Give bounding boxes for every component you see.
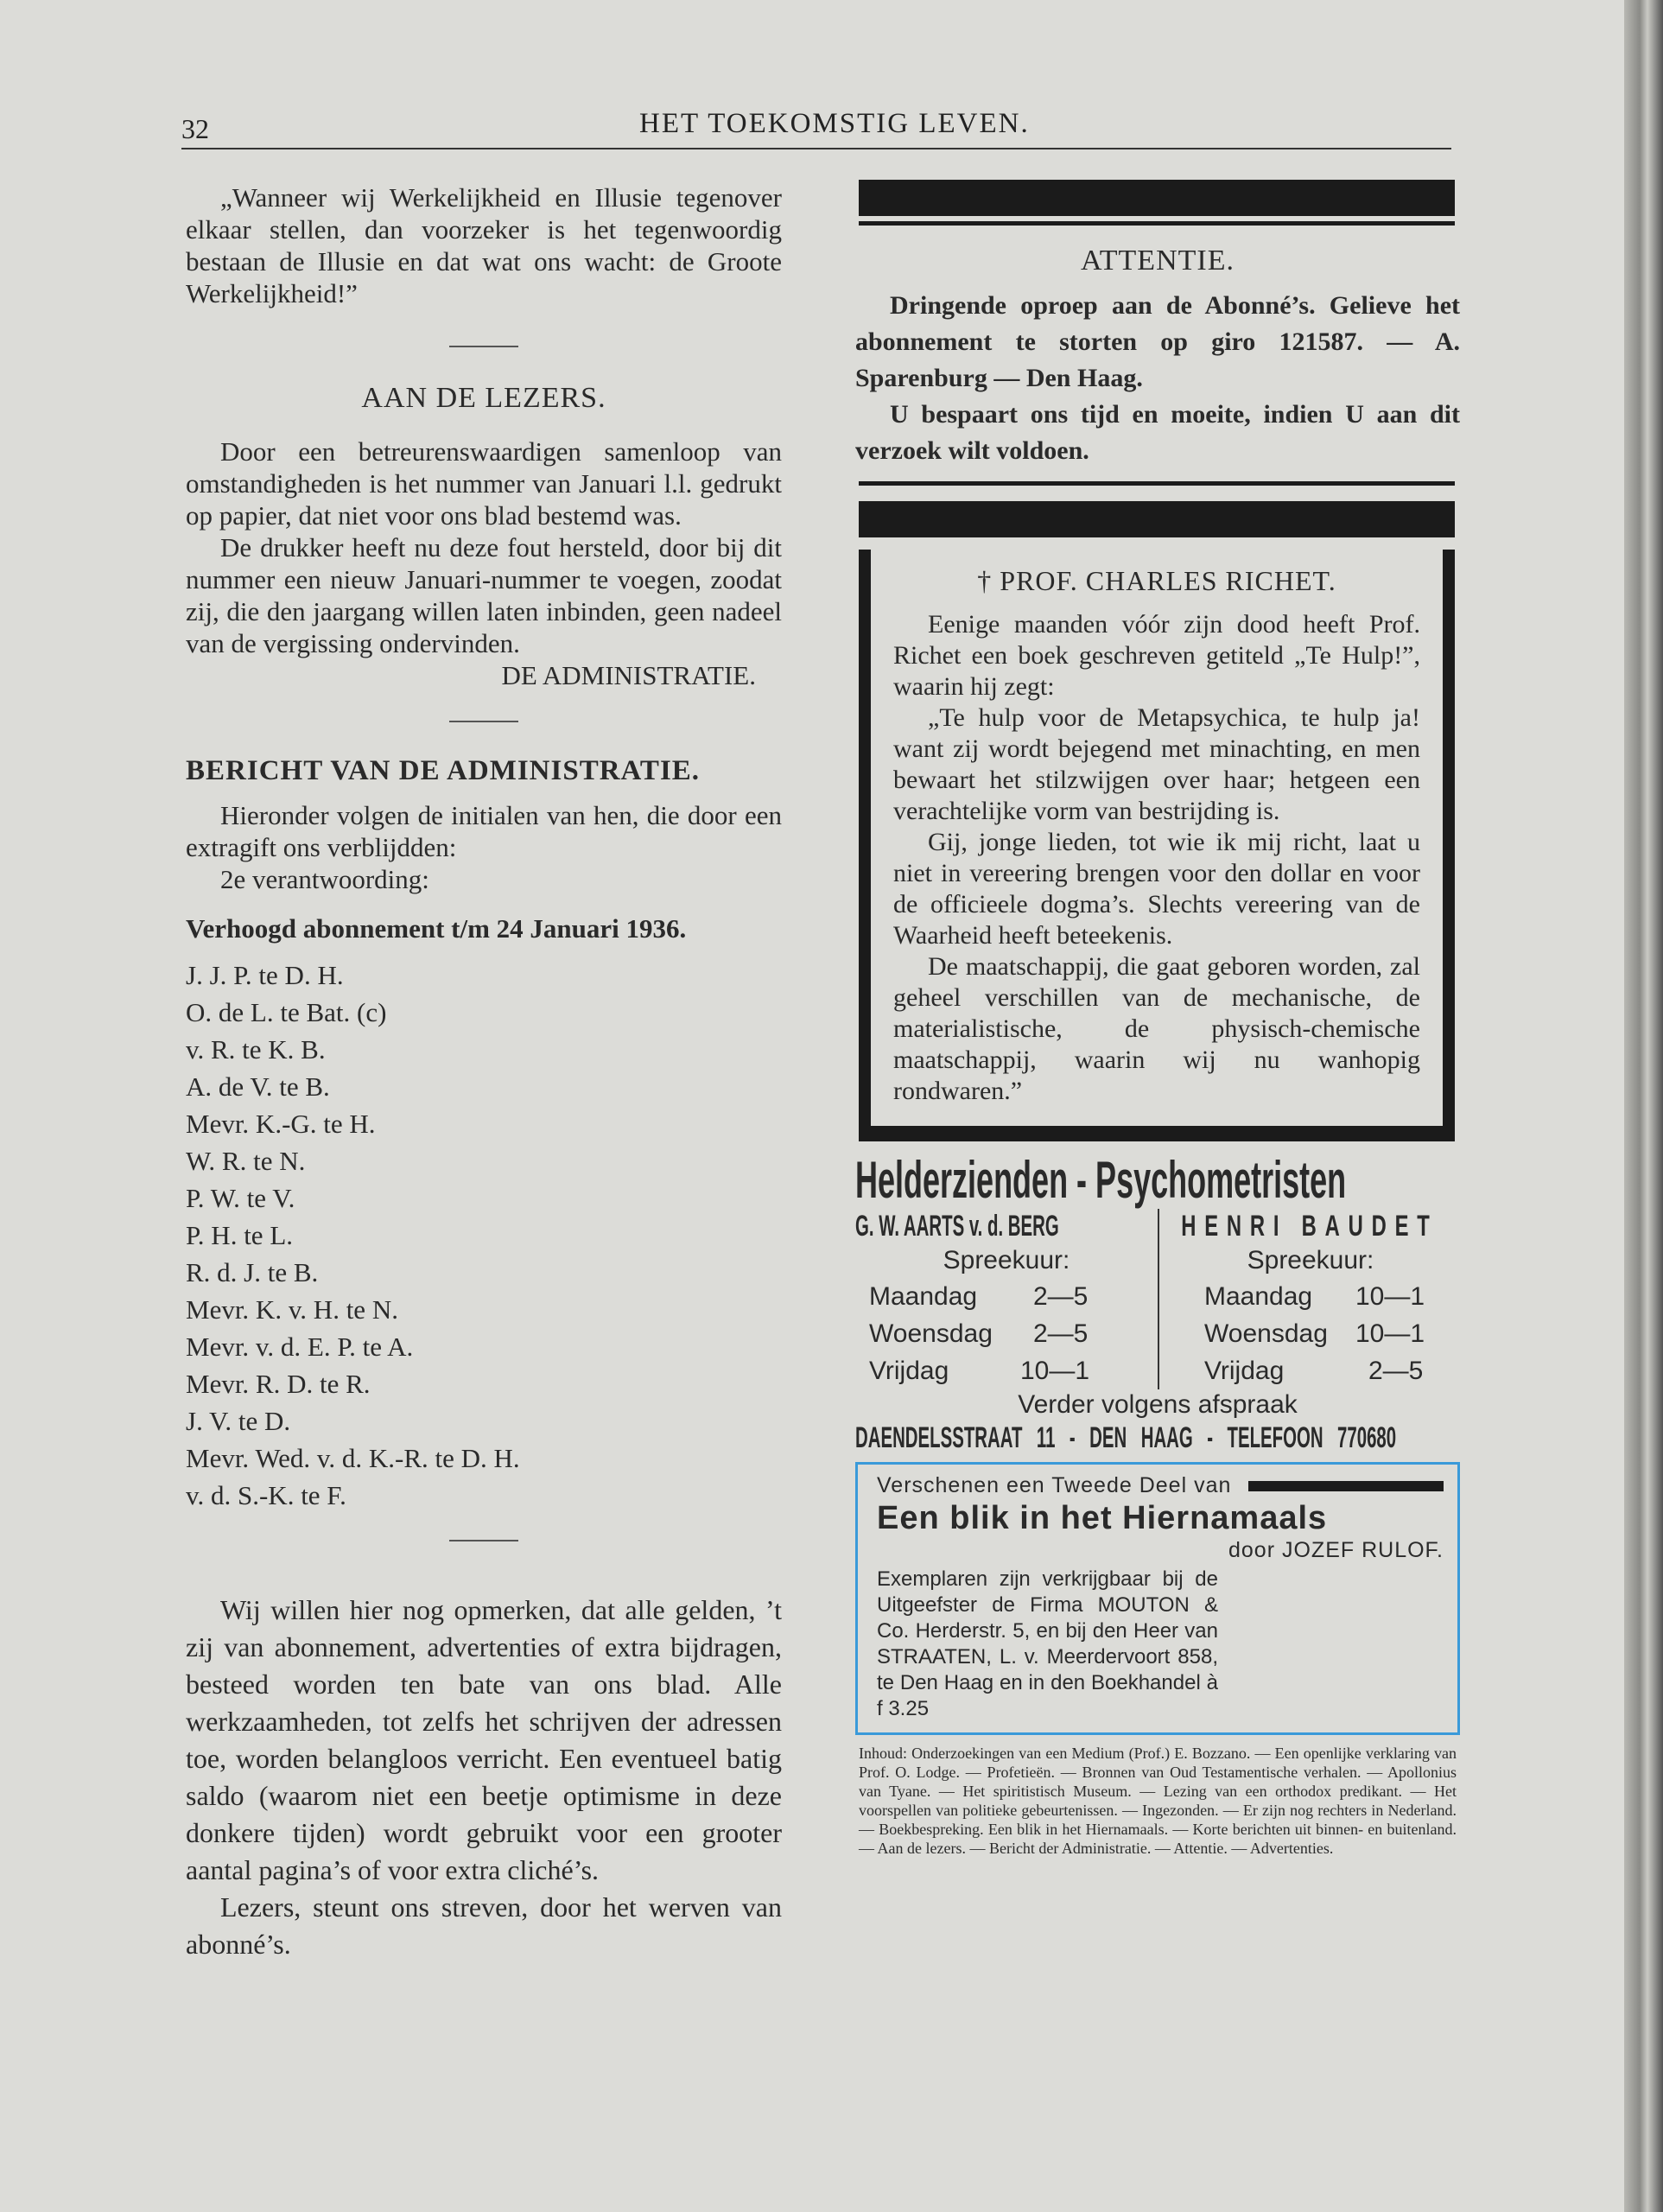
ad-left-block — [855, 1209, 1159, 1389]
table-of-contents: Inhoud: Onderzoekingen van een Medium (Prof.) E. Bozzano. — Een openlijke verklaring van Prof. O. Lodge. — Profetieën. — Bronnen van Oud Testamentische verhalen. — Apollonius van Tyane. — Het spiritistisch Museum. — Lezing van een orthodox predikant. — Het voorspellen van politieke gebeurtenissen. — Ingezonden. — Er zijn nog rechters in Nederland. — Boekbespreking. Een blik in het Hiernamaals. — Korte berichten uit binnen- en buitenland. — Aan de lezers. — Bericht der Administratie. — Attentie. — Advertenties. — [859, 1745, 1457, 1857]
black-rule — [859, 481, 1455, 486]
list-item: P. W. te V. — [186, 1183, 295, 1213]
time: 2—5 — [1033, 1319, 1089, 1348]
day: Maandag — [869, 1282, 978, 1311]
list-item: Mevr. v. d. E. P. te A. — [186, 1332, 414, 1362]
schedule-row — [1204, 1352, 1460, 1389]
day: Woensdag — [1204, 1319, 1328, 1348]
list-item: W. R. te N. — [186, 1146, 306, 1176]
schedule-row — [869, 1352, 1158, 1389]
time: 2—5 — [1033, 1282, 1089, 1311]
left-column — [186, 181, 782, 1963]
readers-paragraph-2: De drukker heeft nu deze fout hersteld, door bij dit nummer een nieuw Januari-nummer te voegen, zoodat zij, die den jaargang willen laten inbinden, geen nadeel van de vergissing ondervinden. — [186, 532, 782, 658]
ad-address: DAENDELSSTRAAT 11 - DEN HAAG - TELEFOON 770680 — [855, 1421, 1397, 1454]
schedule-row — [1204, 1315, 1460, 1352]
list-item: P. H. te L. — [186, 1220, 293, 1250]
black-rule — [1248, 1481, 1444, 1491]
book-title: Een blik in het Hiernamaals — [877, 1500, 1328, 1536]
clairvoyant-ad — [855, 1152, 1460, 1455]
divider — [449, 1540, 518, 1541]
book-ad — [855, 1462, 1460, 1735]
page-edge — [1624, 0, 1663, 2212]
book-intro: Verschenen een Tweede Deel van — [877, 1473, 1232, 1497]
obituary-paragraph-4: De maatschappij, die gaat geboren worden, zal geheel verschillen van de mechanische, de materialistische, de physisch-chemische maatschappij, waarin wij nu wanhopig rondwaren.” — [893, 952, 1420, 1105]
right-column — [855, 180, 1460, 1858]
readers-paragraph-1: Door een betreurenswaardigen samenloop van omstandigheden is het nummer van Januari l.l. gedrukt op papier, dat niet voor ons blad bestemd was. — [186, 436, 782, 531]
schedule-row — [1204, 1278, 1460, 1315]
obituary-box — [859, 550, 1455, 1141]
obituary-paragraph-1: Eenige maanden vóór zijn dood heeft Prof. Richet een boek geschreven getiteld „Te Hulp!”, waarin hij zegt: — [893, 610, 1420, 701]
list-item: Mevr. R. D. te R. — [186, 1369, 371, 1399]
list-item: v. R. te K. B. — [186, 1034, 326, 1065]
schedule-row — [869, 1315, 1158, 1352]
page-number: 32 — [181, 113, 209, 144]
attentie-paragraph-1: Dringende oproep aan de Abonné’s. Gelieve het abonnement te storten op giro 121587. — A. Sparenburg — Den Haag. — [855, 291, 1460, 392]
day: Vrijdag — [1204, 1357, 1285, 1385]
closing-paragraph-1: Wij willen hier nog opmerken, dat alle gelden, ’t zij van abonnement, advertenties of extra bijdragen, besteed worden ten bate van ons blad. Alle werkzaamheden, tot zelfs het schrijven der adressen toe, worden belangloos verricht. Een eventueel batig saldo (waarom niet een beetje optimisme in deze donkere tijden) wordt gebruikt voor een grooter aantal pagina’s of voor extra cliché’s. — [186, 1594, 782, 1885]
admin-subheading: Verhoogd abonnement t/m 24 Januari 1936. — [186, 913, 687, 944]
admin-heading: BERICHT VAN DE ADMINISTRATIE. — [186, 755, 701, 786]
journal-title: HET TOEKOMSTIG LEVEN. — [639, 108, 1030, 139]
readers-heading: AAN DE LEZERS. — [361, 382, 606, 414]
black-rule — [859, 221, 1455, 226]
ad-left-spreekuur: Spreekuur: — [943, 1246, 1070, 1274]
time: 2—5 — [1368, 1357, 1424, 1385]
initials-list — [186, 957, 782, 1514]
time: 10—1 — [1355, 1319, 1425, 1348]
day: Woensdag — [869, 1319, 993, 1348]
ad-title: Helderzienden - Psychometristen — [855, 1152, 1347, 1209]
book-author: door JOZEF RULOF. — [1228, 1538, 1444, 1562]
ad-right-name: HENRI BAUDET — [1181, 1210, 1438, 1243]
readers-signature: DE ADMINISTRATIE. — [501, 660, 756, 690]
obituary-heading: † PROF. CHARLES RICHET. — [977, 565, 1336, 596]
ad-footer: Verder volgens afspraak — [1018, 1390, 1298, 1419]
day: Vrijdag — [869, 1357, 949, 1385]
list-item: v. d. S.-K. te F. — [186, 1480, 346, 1510]
admin-paragraph-1: Hieronder volgen de initialen van hen, die door een extragift ons verblijdden: — [186, 800, 782, 862]
closing-paragraph-2: Lezers, steunt ons streven, door het werven van abonné’s. — [186, 1891, 782, 1960]
list-item: J. J. P. te D. H. — [186, 960, 344, 990]
ad-right-block — [1159, 1209, 1460, 1389]
time: 10—1 — [1355, 1282, 1425, 1311]
running-header — [181, 108, 1451, 149]
attentie-heading: ATTENTIE. — [1080, 245, 1235, 276]
day: Maandag — [1204, 1282, 1313, 1311]
ad-left-name: G. W. AARTS v. d. BERG — [855, 1210, 1059, 1243]
divider — [449, 346, 518, 347]
list-item: Mevr. K.-G. te H. — [186, 1109, 376, 1139]
divider — [449, 721, 518, 722]
ad-right-spreekuur: Spreekuur: — [1247, 1246, 1374, 1274]
black-bar — [859, 501, 1455, 537]
list-item: J. V. te D. — [186, 1406, 291, 1436]
obituary-paragraph-2: „Te hulp voor de Metapsychica, te hulp ja! want zij wordt bejegend met minachting, en men bewaart het stilzwijgen over haar; hetgeen een verachtelijke vorm van bestrijding is. — [893, 703, 1420, 825]
opening-quote: „Wanneer wij Werkelijkheid en Illusie tegenover elkaar stellen, dan voorzeker is het tegenwoordig bestaan de Illusie en dat wat ons wacht: de Groote Werkelijkheid!” — [186, 182, 782, 308]
list-item: Mevr. Wed. v. d. K.-R. te D. H. — [186, 1443, 520, 1473]
admin-paragraph-2: 2e verantwoording: — [220, 864, 429, 894]
schedule-row — [869, 1278, 1158, 1315]
list-item: O. de L. te Bat. (c) — [186, 997, 387, 1027]
book-details: Exemplaren zijn verkrijgbaar bij de Uitgeefster de Firma MOUTON & Co. Herderstr. 5, en bij den Heer van STRAATEN, L. v. Meerdervoort 858, te Den Haag en in den Boekhandel à f 3.25 — [877, 1567, 1218, 1720]
black-bar — [859, 180, 1455, 216]
obituary-paragraph-3: Gij, jonge lieden, tot wie ik mij richt, laat u niet in vereering brengen voor den dollar en voor de officieele dogma’s. Slechts vereering van de Waarheid heeft beteekenis. — [893, 828, 1420, 950]
list-item: R. d. J. te B. — [186, 1257, 319, 1287]
list-item: Mevr. K. v. H. te N. — [186, 1294, 398, 1325]
time: 10—1 — [1020, 1357, 1090, 1385]
list-item: A. de V. te B. — [186, 1071, 330, 1102]
attentie-paragraph-2: U bespaart ons tijd en moeite, indien U aan dit verzoek wilt voldoen. — [855, 400, 1460, 465]
